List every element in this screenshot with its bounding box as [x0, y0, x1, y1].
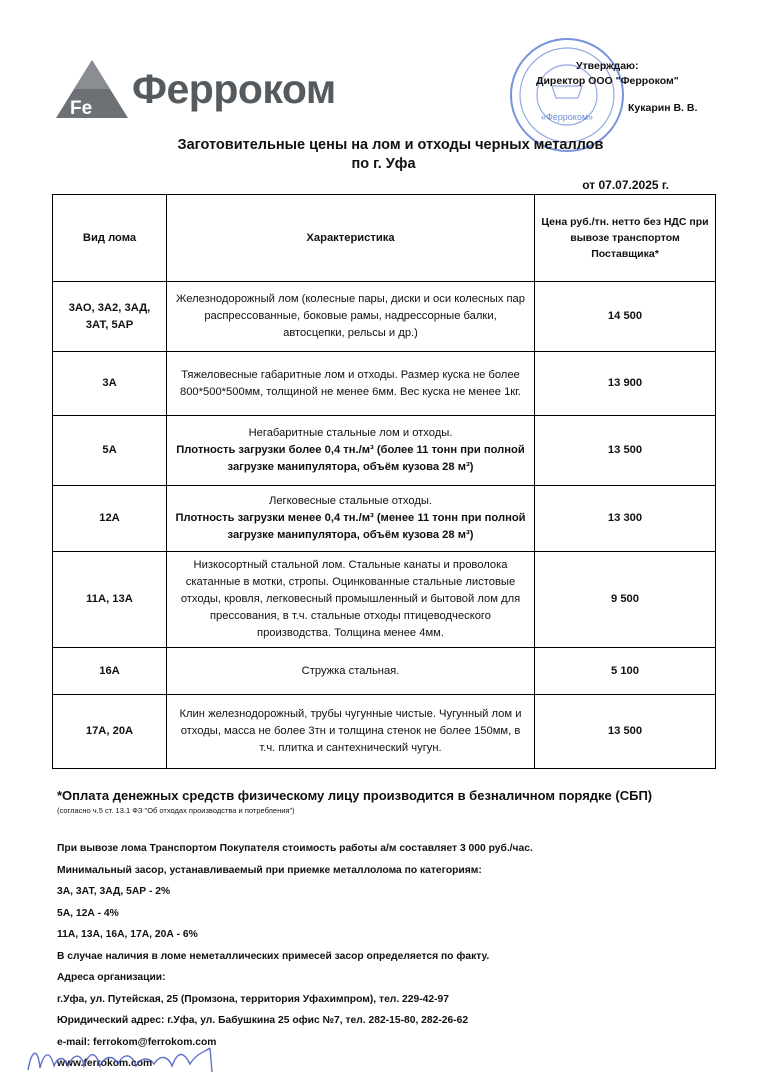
info-line: Адреса организации: [57, 972, 166, 983]
info-block [57, 838, 533, 1075]
table-header-row [53, 195, 716, 282]
grade-cell: 17А, 20А [53, 695, 167, 769]
table-row [53, 416, 716, 486]
table-row [53, 486, 716, 552]
description-bold-text: Плотность загрузки более 0,4 тн./м³ (более 11 тонн при полной загрузке манипулятора, объём кузова 28 м³) [176, 444, 525, 473]
table-row [53, 282, 716, 352]
info-line: e-mail: ferrokom@ferrokom.com [57, 1036, 217, 1048]
info-line: 3А, 3АТ, 3АД, 5АР - 2% [57, 886, 171, 897]
price-table [52, 194, 716, 769]
document-subtitle: по г. Уфа [351, 156, 416, 172]
grade-cell: 16А [53, 648, 167, 695]
header-price: Цена руб./тн. нетто без НДС при вывозе транспортом Поставщика* [535, 195, 716, 282]
header-grade: Вид лома [53, 195, 167, 282]
price-cell: 13 500 [535, 416, 716, 486]
grade-cell: 3АО, 3А2, 3АД, 3АТ, 5АР [53, 282, 167, 352]
price-cell: 13 300 [535, 486, 716, 552]
info-line: www.ferrokom.com [57, 1058, 153, 1069]
grade-cell: 3А [53, 352, 167, 416]
table-row [53, 695, 716, 769]
table-row [53, 352, 716, 416]
description-bold-text: Плотность загрузки менее 0,4 тн./м³ (менее 11 тонн при полной загрузке манипулятора, объём кузова 28 м³) [175, 512, 526, 541]
approval-block [536, 59, 726, 116]
description-text: Низкосортный стальной лом. Стальные канаты и проволока скатанные в мотки, стропы. Оцинкованные стальные листовые отходы, кровля, легковесный промышленный и бытовой лом для прессования, в т.ч. стальные отходы птицеводческого производства. Толщина менее 4мм. [180, 559, 521, 639]
price-cell: 14 500 [535, 282, 716, 352]
description-text: Негабаритные стальные лом и отходы. [248, 427, 453, 439]
description-text: Клин железнодорожный, трубы чугунные чистые. Чугунный лом и отходы, масса не более 3тн и толщина стенок не более 150мм, в т.ч. плитка и сантехнический чугун. [179, 708, 522, 754]
info-line: г.Уфа, ул. Путейская, 25 (Промзона, территория Уфахимпром), тел. 229-42-97 [57, 993, 450, 1005]
payment-note: *Оплата денежных средств физическому лицу производится в безналичном порядке (СБП) [57, 788, 653, 803]
description-cell [167, 552, 535, 648]
info-line: Минимальный засор, устанавливаемый при приемке металлолома по категориям: [57, 864, 482, 876]
document-title: Заготовительные цены на лом и отходы черных металлов [177, 137, 604, 153]
description-cell [167, 648, 535, 695]
price-cell: 9 500 [535, 552, 716, 648]
handwritten-signature [24, 1042, 224, 1076]
logo-fe-mark: Fe [70, 98, 93, 119]
stamp-center-text: «Ферроком» [540, 112, 594, 122]
description-cell [167, 282, 535, 352]
description-text: Тяжеловесные габаритные лом и отходы. Размер куска не более 800*500*500мм, толщиной не менее 6мм. Вес куска не менее 1кг. [179, 368, 522, 398]
description-cell [167, 695, 535, 769]
document-date: от 07.07.2025 г. [582, 178, 669, 192]
header-description: Характеристика [167, 195, 535, 282]
approve-line: Утверждаю: [576, 60, 639, 72]
logo-triangle-icon [52, 58, 130, 120]
approve-line: Кукарин В. В. [628, 102, 698, 114]
description-cell [167, 486, 535, 552]
logo-text: Ферроком [132, 66, 336, 112]
table-row [53, 552, 716, 648]
info-line: В случае наличия в ломе неметаллических примесей засор определяется по факту. [57, 950, 490, 962]
description-cell [167, 352, 535, 416]
company-logo [52, 58, 342, 122]
info-line: При вывозе лома Транспортом Покупателя стоимость работы а/м составляет 3 000 руб./час. [57, 843, 533, 854]
price-cell: 5 100 [535, 648, 716, 695]
price-cell: 13 900 [535, 352, 716, 416]
info-line: 5А, 12А - 4% [57, 907, 119, 919]
approve-line: Директор ООО "Ферроком" [536, 75, 679, 87]
description-text: Стружка стальная. [301, 664, 400, 677]
grade-cell: 11А, 13А [53, 552, 167, 648]
info-line: Юридический адрес: г.Уфа, ул. Бабушкина 25 офис №7, тел. 282-15-80, 282-26-62 [57, 1015, 469, 1026]
description-cell [167, 416, 535, 486]
payment-note-source: (согласно ч.5 ст. 13.1 ФЗ "Об отходах производства и потребления") [57, 806, 295, 815]
grade-cell: 5А [53, 416, 167, 486]
table-row [53, 648, 716, 695]
description-text: Железнодорожный лом (колесные пары, диски и оси колесных пар распрессованные, боковые рамы, надрессорные балки, автосцепки, рельсы и др.) [176, 293, 525, 339]
info-line: 11А, 13А, 16А, 17А, 20А - 6% [57, 929, 198, 940]
price-cell: 13 500 [535, 695, 716, 769]
description-text: Легковесные стальные отходы. [268, 495, 432, 507]
grade-cell: 12А [53, 486, 167, 552]
